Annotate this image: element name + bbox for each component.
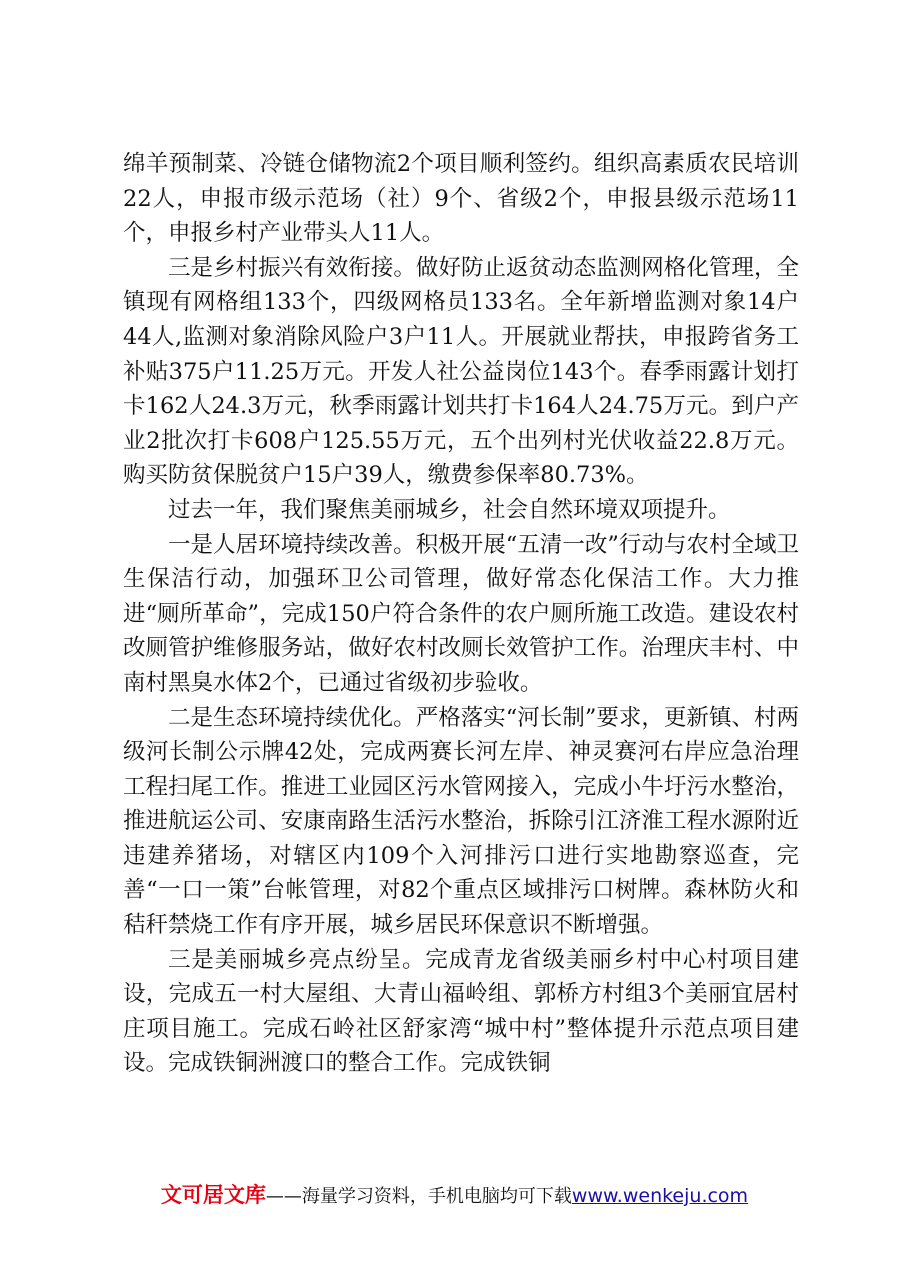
paragraph-rural-revitalization: 三是乡村振兴有效衔接。做好防止返贫动态监测网格化管理，全镇现有网格组133个，四级网格员133名。全年新增监测对象14户44人,监测对象消除风险户3户11人。开展就业帮扶，申报跨省务工补贴375户11.25万元。开发人社公益岗位143个。春季雨露计划打卡162人24.3万元，秋季雨露计划共打卡164人24.75万元。到户产业2批次打卡608户125.55万元，五个出列村光伏收益22.8万元。购买防贫保脱贫户15户39人，缴费参保率80.73%。	[123, 254, 799, 489]
paragraph-living-environment: 一是人居环境持续改善。积极开展“五清一改”行动与农村全域卫生保洁行动，加强环卫公司管理，做好常态化保洁工作。大力推进“厕所革命”，完成150户符合条件的农户厕所施工改造。建设农村改厕管护维修服务站，做好农村改厕长效管护工作。治理庆丰村、中南村黑臭水体2个，已通过省级初步验收。	[123, 531, 799, 696]
footer-site-link[interactable]: www.wenkeju.com	[571, 1185, 749, 1207]
paragraph-beautiful-city-highlights: 三是美丽城乡亮点纷呈。完成青龙省级美丽乡村中心村项目建设，完成五一村大屋组、大青山福岭组、郭桥方村组3个美丽宜居村庄项目施工。完成石岭社区舒家湾“城中村”整体提升示范点项目建设。完成铁铜洲渡口的整合工作。完成铁铜	[123, 946, 799, 1077]
paragraph-ecological-environment: 二是生态环境持续优化。严格落实“河长制”要求，更新镇、村两级河长制公示牌42处，完成两赛长河左岸、神灵赛河右岸应急治理工程扫尾工作。推进工业园区污水管网接入，完成小牛圩污水整治，推进航运公司、安康南路生活污水整治，拆除引江济淮工程水源附近违建养猪场，对辖区内109个入河排污口进行实地勘察巡查，完善“一口一策”台帐管理，对82个重点区域排污口树牌。森林防火和秸秆禁烧工作有序开展，城乡居民环保意识不断增强。	[123, 704, 799, 939]
footer-tagline: ——海量学习资料，手机电脑均可下载	[265, 1186, 572, 1207]
paragraph-continued: 绵羊预制菜、冷链仓储物流2个项目顺利签约。组织高素质农民培训22人，申报市级示范场（社）9个、省级2个，申报县级示范场11个，申报乡村产业带头人11人。	[123, 151, 799, 247]
document-body	[123, 147, 799, 1081]
footer-banner	[0, 1182, 909, 1210]
paragraph-beautiful-city-intro: 过去一年，我们聚焦美丽城乡，社会自然环境双项提升。	[168, 496, 731, 523]
footer-brand: 文可居文库	[160, 1183, 266, 1207]
